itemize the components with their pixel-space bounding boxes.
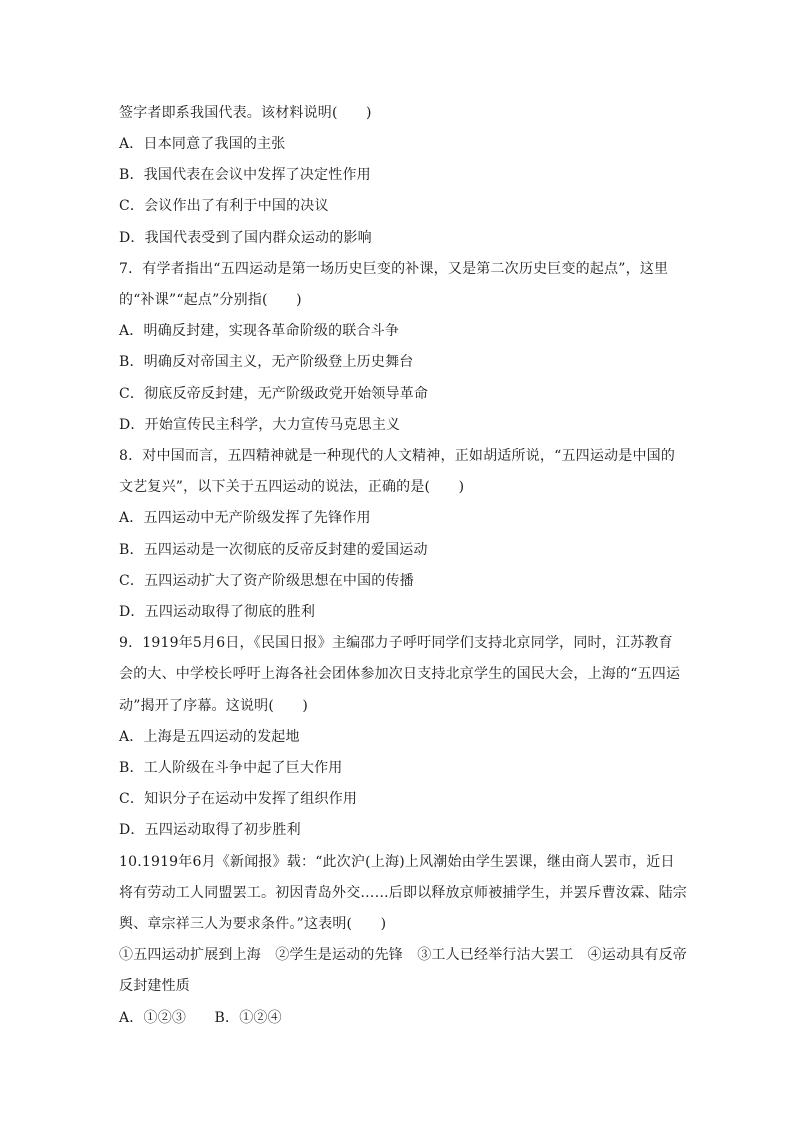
option-d: D．五四运动取得了初步胜利	[119, 822, 301, 838]
question-9-continued: 会的大、中学校长呼吁上海各社会团体参加次日支持北京学生的国民大会，上海的“五四运	[119, 666, 681, 682]
option-a: A．上海是五四运动的发起地	[119, 729, 300, 745]
question-7-continued: 的“补课”“起点”分别指( )	[119, 292, 302, 308]
statement-list: ①五四运动扩展到上海 ②学生是运动的先锋 ③工人已经举行沽大罢工 ④运动具有反帝	[119, 947, 687, 963]
option-c: C．彻底反帝反封建，无产阶级政党开始领导革命	[119, 386, 429, 402]
question-8: 8．对中国而言，五四精神就是一种现代的人文精神，正如胡适所说，“五四运动是中国的	[119, 448, 676, 464]
statement-list-continued: 反封建性质	[119, 978, 190, 994]
option-b: B．我国代表在会议中发挥了决定性作用	[119, 167, 371, 183]
question-10: 10.1919年6月《新闻报》载：“此次沪(上海)上风潮始由学生罢课，继由商人罢市，近日	[119, 854, 675, 870]
option-d: D．开始宣传民主科学，大力宣传马克思主义	[119, 417, 401, 433]
option-a: A．五四运动中无产阶级发挥了先锋作用	[119, 510, 371, 526]
option-b: B．明确反对帝国主义，无产阶级登上历史舞台	[119, 354, 414, 370]
option-c: C．五四运动扩大了资产阶级思想在中国的传播	[119, 573, 414, 589]
question-10-continued: 将有劳动工人同盟罢工。初因青岛外交……后即以释放京师被捕学生，并罢斥曹汝霖、陆宗	[119, 885, 687, 901]
option-a: A．明确反封建，实现各革命阶级的联合斗争	[119, 323, 400, 339]
question-8-continued: 文艺复兴”，以下关于五四运动的说法，正确的是( )	[119, 479, 465, 495]
option-d: D．五四运动取得了彻底的胜利	[119, 604, 316, 620]
question-7: 7．有学者指出“五四运动是第一场历史巨变的补课，又是第二次历史巨变的起点”，这里	[119, 261, 669, 277]
question-9: 9．1919年5月6日，《民国日报》主编邵力子呼吁同学们支持北京同学，同时，江苏教育	[119, 635, 673, 651]
option-c: C．知识分子在运动中发挥了组织作用	[119, 791, 358, 807]
question-9-continued: 动”揭开了序幕。这说明( )	[119, 698, 309, 714]
answer-options: A．①②③ B．①②④	[119, 1010, 282, 1026]
text-line: 签字者即系我国代表。该材料说明( )	[119, 105, 372, 121]
option-c: C．会议作出了有利于中国的决议	[119, 198, 329, 214]
option-a: A．日本同意了我国的主张	[119, 136, 286, 152]
option-b: B．五四运动是一次彻底的反帝反封建的爱国运动	[119, 542, 428, 558]
option-b: B．工人阶级在斗争中起了巨大作用	[119, 760, 343, 776]
question-10-continued: 舆、章宗祥三人为要求条件。”这表明( )	[119, 916, 387, 932]
option-d: D．我国代表受到了国内群众运动的影响	[119, 230, 372, 246]
